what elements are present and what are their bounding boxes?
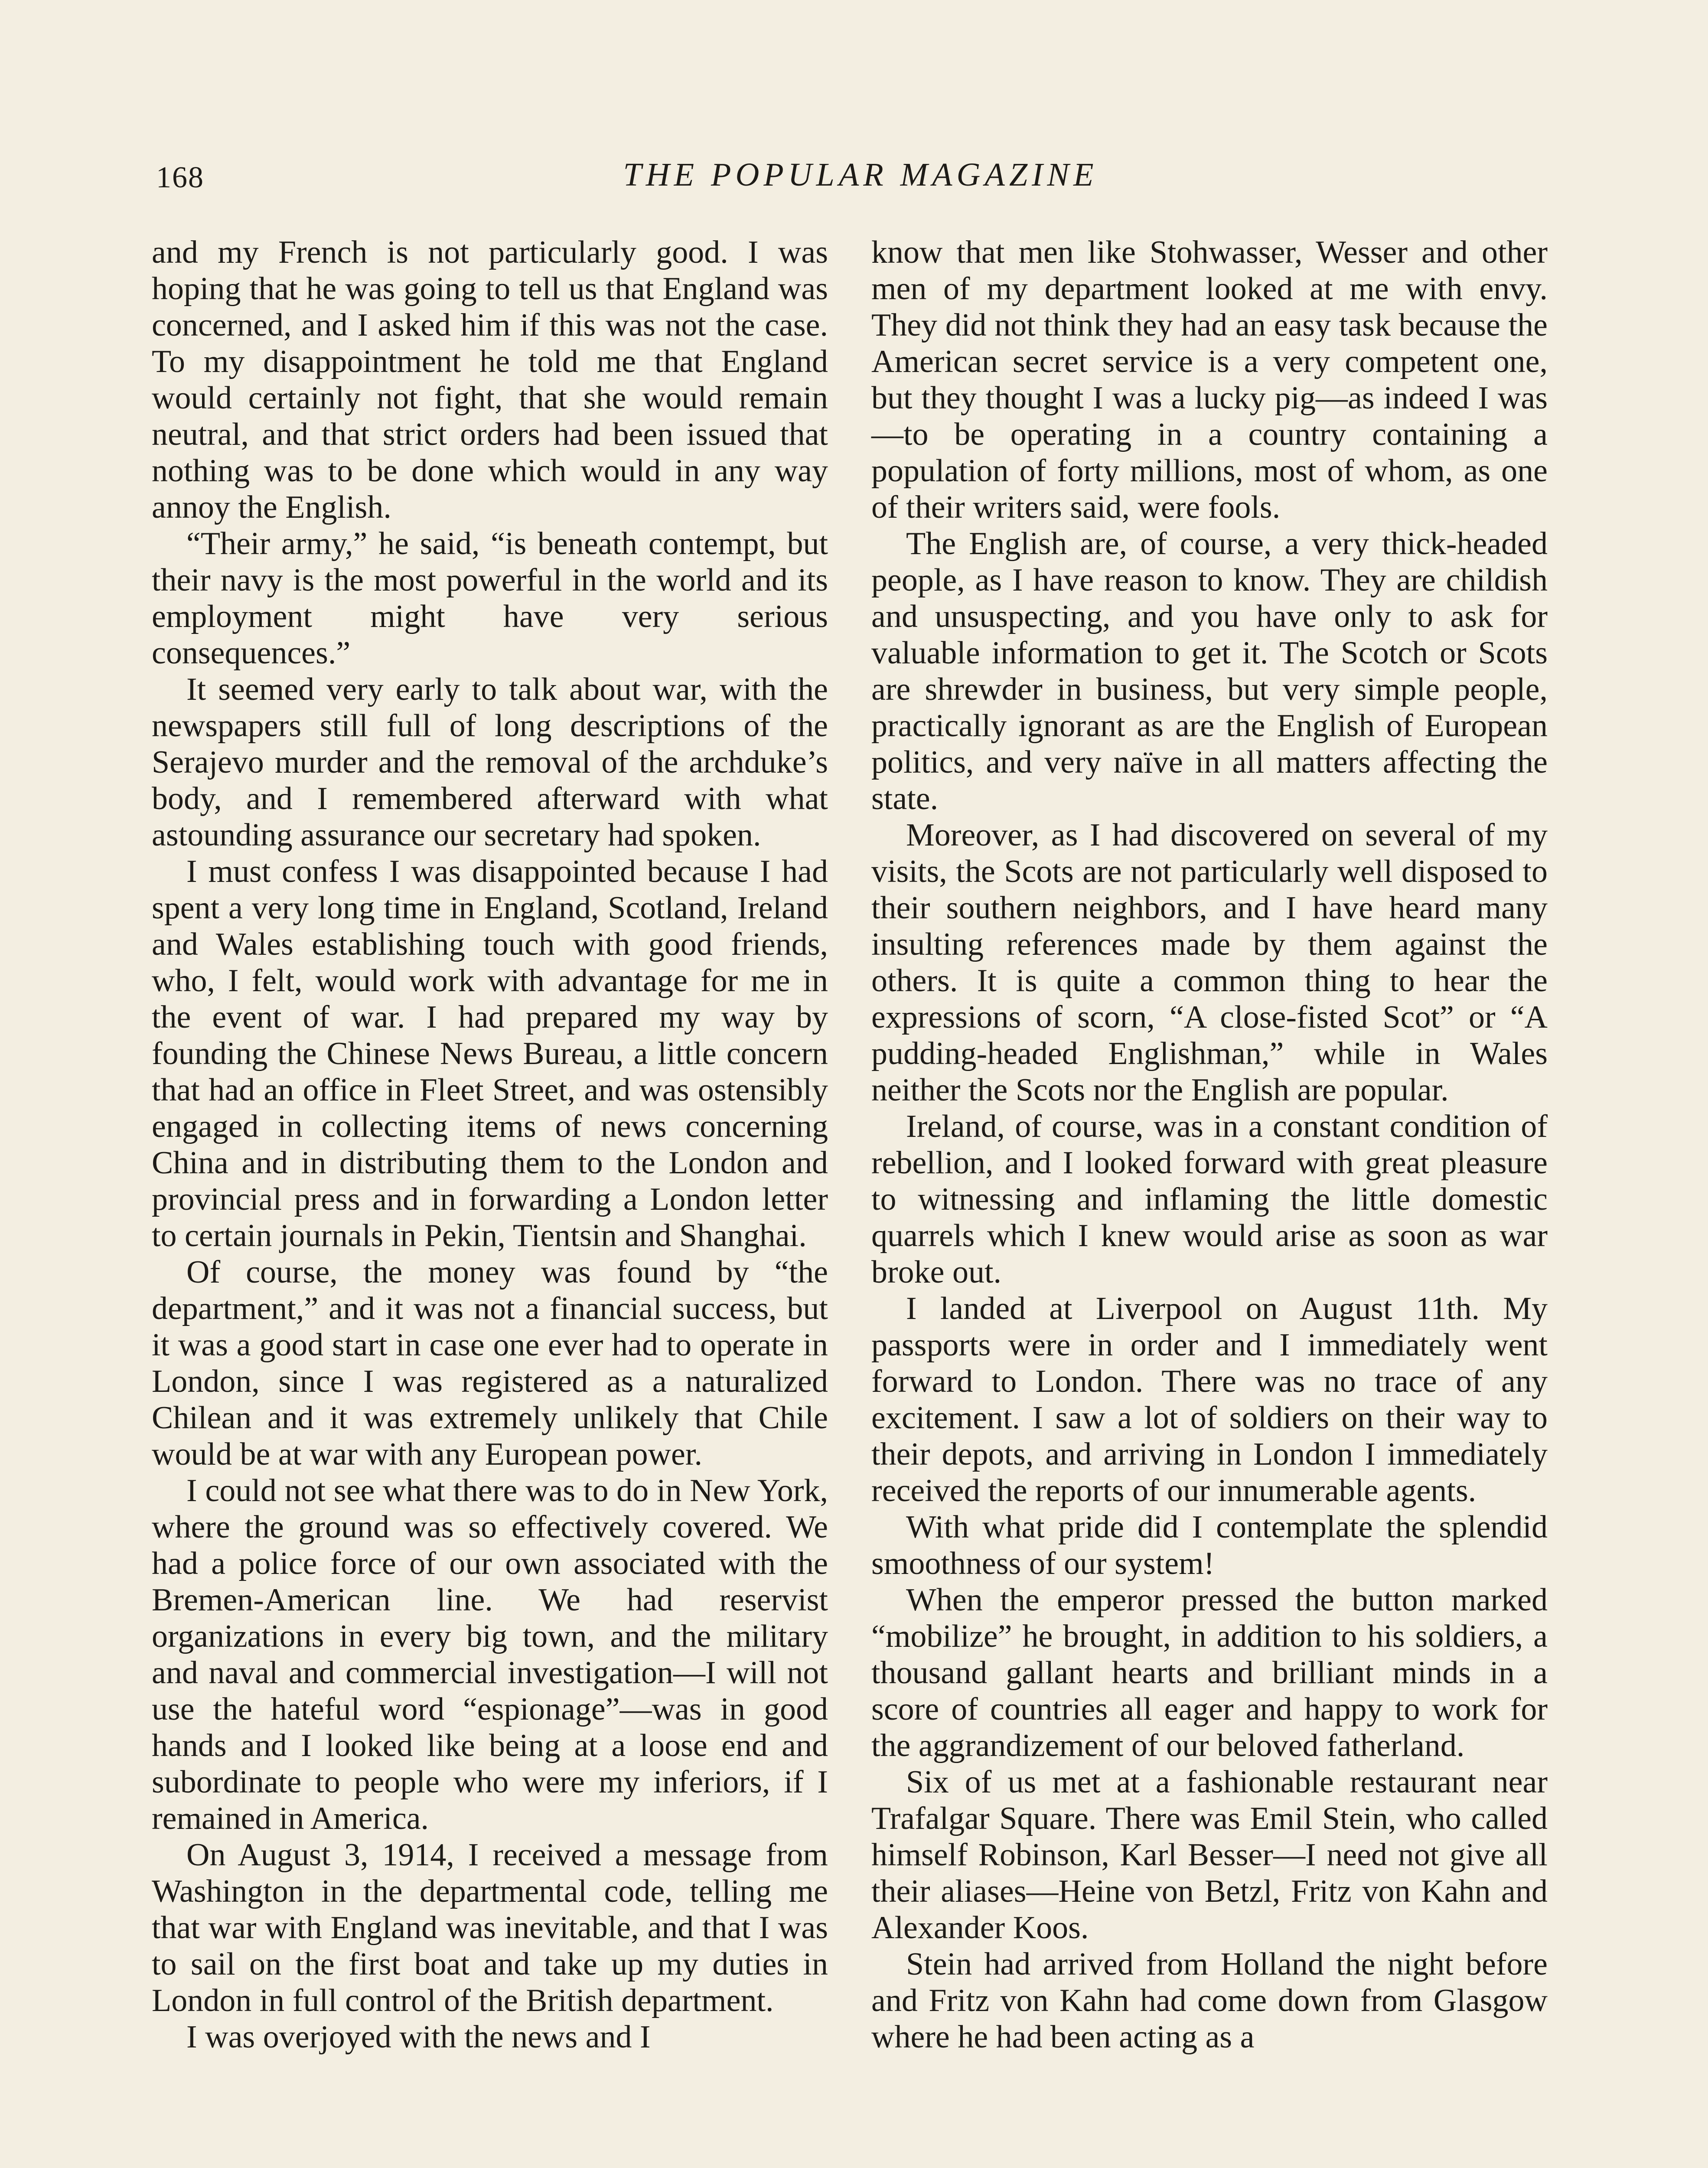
right-column [871,234,1548,2055]
paragraph: “Their army,” he said, “is beneath contempt, but their navy is the most powerful in the world and its employment might have very serious consequences.” [152,526,828,671]
paragraph: know that men like Stohwasser, Wesser and other men of my department looked at me with envy. They did not think they had an easy task because the American secret service is a very competent one, but they thought I was a lucky pig—as indeed I was—to be operating in a country containing a population of forty millions, most of whom, as one of their writers said, were fools. [871,235,1548,525]
paragraph: When the emperor pressed the button marked “mobilize” he brought, in addition to his soldiers, a thousand gallant hearts and brilliant minds in a score of countries all eager and happy to work for the aggrandizement of our beloved fatherland. [871,1582,1548,1763]
paragraph: The English are, of course, a very thick-headed people, as I have reason to know. They are childish and unsuspecting, and you have only to ask for valuable information to get it. The Scotch or Scots are shrewder in business, but very simple people, practically ignorant as are the English of European politics, and very naïve in all matters affecting the state. [871,526,1548,816]
paragraph: With what pride did I contemplate the splendid smoothness of our system! [871,1509,1548,1581]
page-header [147,156,1574,217]
paragraph: I was overjoyed with the news and I [186,2019,651,2055]
paragraph: It seemed very early to talk about war, with the newspapers still full of long descriptions of the Serajevo murder and the removal of the archduke’s body, and I remembered afterward with what astounding assurance our secretary had spoken. [152,672,828,853]
paragraph: I could not see what there was to do in New York, where the ground was so effectively covered. We had a police force of our own associated with the Bremen-American line. We had reservist organizations in every big town, and the military and naval and commercial investigation—I will not use the hateful word “espionage”—was in good hands and I looked like being at a loose end and subordinate to people who were my inferiors, if I remained in America. [152,1473,828,1836]
left-column [152,234,828,2055]
paragraph: Of course, the money was found by “the department,” and it was not a financial success, but it was a good start in case one ever had to operate in London, since I was registered as a naturalized Chilean and it was extremely unlikely that Chile would be at war with any European power. [152,1254,828,1472]
magazine-title: THE POPULAR MAGAZINE [623,157,1098,193]
paragraph: I must confess I was disappointed because I had spent a very long time in England, Scotland, Ireland and Wales establishing touch with good friends, who, I felt, would work with advantage for me in the event of war. I had prepared my way by founding the Chinese News Bureau, a little concern that had an office in Fleet Street, and was ostensibly engaged in collecting items of news concerning China and in distributing them to the London and provincial press and in forwarding a London letter to certain journals in Pekin, Tientsin and Shanghai. [152,854,828,1254]
paragraph: I landed at Liverpool on August 11th. My passports were in order and I immediately went forward to London. There was no trace of any excitement. I saw a lot of soldiers on their way to their depots, and arriving in London I immediately received the reports of our innumerable agents. [871,1291,1548,1508]
page-number: 168 [156,161,204,194]
paragraph: and my French is not particularly good. I was hoping that he was going to tell us that England was concerned, and I asked him if this was not the case. To my disappointment he told me that England would certainly not fight, that she would remain neutral, and that strict orders had been issued that nothing was to be done which would in any way annoy the English. [152,235,828,525]
paragraph: Ireland, of course, was in a constant condition of rebellion, and I looked forward with great pleasure to witnessing and inflaming the little domestic quarrels which I knew would arise as soon as war broke out. [871,1109,1548,1290]
paragraph: On August 3, 1914, I received a message from Washington in the departmental code, telling me that war with England was inevitable, and that I was to sail on the first boat and take up my duties in London in full control of the British department. [152,1837,828,2018]
paragraph: Stein had arrived from Holland the night before and Fritz von Kahn had come down from Glasgow where he had been acting as a [871,1946,1548,2055]
paragraph: Six of us met at a fashionable restaurant near Trafalgar Square. There was Emil Stein, who called himself Robinson, Karl Besser—I need not give all their aliases—Heine von Betzl, Fritz von Kahn and Alexander Koos. [871,1764,1548,1946]
paragraph: Moreover, as I had discovered on several of my visits, the Scots are not particularly well disposed to their southern neighbors, and I have heard many insulting references made by them against the others. It is quite a common thing to hear the expressions of scorn, “A close-fisted Scot” or “A pudding-headed Englishman,” while in Wales neither the Scots nor the English are popular. [871,817,1548,1108]
